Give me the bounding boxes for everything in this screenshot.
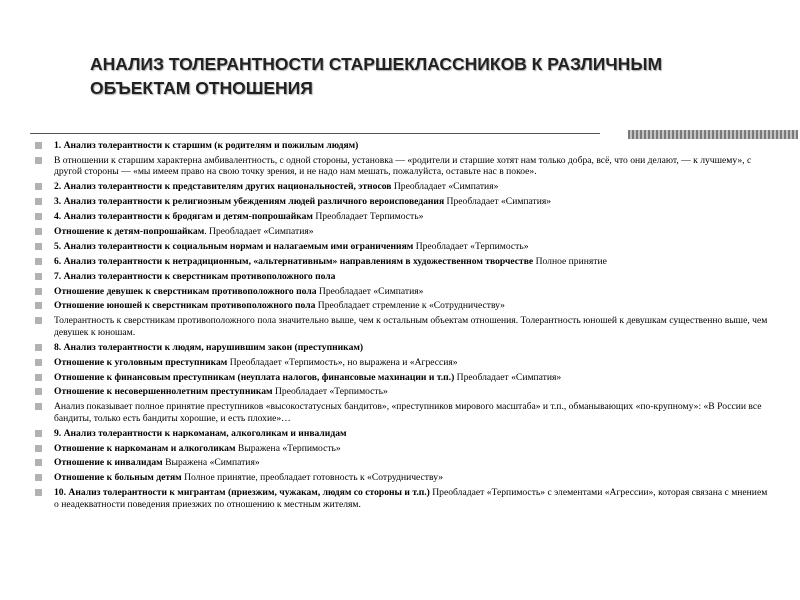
bullet-icon [35, 288, 42, 295]
item-bold-text: Отношение к наркоманам и алкоголикам [54, 442, 236, 454]
item-bold-text: 10. Анализ толерантности к мигрантам (приезжим, чужакам, людям со стороны и т.п.) [54, 487, 430, 499]
item-text: Преобладает «Симпатия» [391, 181, 499, 193]
list-item [34, 386, 774, 397]
list-item [34, 140, 774, 151]
item-bold-text: 3. Анализ толерантности к религиозным убеждениям людей различного вероисповедания [54, 196, 445, 208]
list-item [34, 487, 774, 510]
list-item [34, 401, 774, 424]
list-item [34, 155, 774, 178]
bullet-icon [35, 344, 42, 351]
divider-hatch-block [628, 130, 798, 139]
content-list [34, 140, 774, 514]
item-text: Преобладает «Симпатия» [454, 371, 562, 383]
item-text: Преобладает стремление к «Сотрудничеству» [315, 300, 505, 312]
list-item [34, 472, 774, 483]
bullet-icon [35, 243, 42, 250]
bullet-icon [35, 359, 42, 366]
bullet-icon [35, 317, 42, 324]
list-item [34, 457, 774, 468]
item-bold-text: 4. Анализ толерантности к бродягам и детям-попрошайкам [54, 211, 313, 223]
item-text: Преобладает Терпимость» [312, 211, 424, 223]
item-bold-text: Отношение к детям-попрошайкам [54, 225, 205, 237]
item-bold-text: 7. Анализ толерантности к сверстникам противоположного пола [54, 270, 336, 282]
item-text: Толерантность к сверстникам противоположного пола значительно выше, чем к остальным объектам отношения. Толерантность юношей к девушкам существенно выше, чем девушек к юношам. [54, 315, 768, 338]
bullet-icon [35, 198, 42, 205]
item-bold-text: 2. Анализ толерантности к представителям других национальностей, этносов [54, 181, 392, 193]
bullet-icon [35, 403, 42, 410]
list-item [34, 286, 774, 297]
title-divider [30, 130, 768, 138]
slide-title: АНАЛИЗ ТОЛЕРАНТНОСТИ СТАРШЕКЛАССНИКОВ К РАЗЛИЧНЫМ ОБЪЕКТАМ ОТНОШЕНИЯ [90, 54, 663, 98]
list-item [34, 372, 774, 383]
item-text: Преобладает «Терпимость» [413, 240, 529, 252]
list-item [34, 300, 774, 311]
list-item [34, 428, 774, 439]
list-item [34, 211, 774, 222]
bullet-icon [35, 157, 42, 164]
item-bold-text: Отношение к финансовым преступникам (неуплата налогов, финансовые махинации и т.п.) [54, 371, 455, 383]
item-text: Выражена «Терпимость» [235, 442, 341, 454]
item-text: Преобладает «Терпимость» с элементами «Агрессии», которая связана с мнением о неадекватности поведения приезжих по отношению к местным жителям. [54, 487, 768, 510]
item-text: Преобладает «Симпатия» [316, 285, 424, 297]
list-item [34, 181, 774, 192]
list-item [34, 196, 774, 207]
list-item [34, 271, 774, 282]
bullet-icon [35, 228, 42, 235]
list-item [34, 357, 774, 368]
item-bold-text: Отношение к несовершеннолетним преступникам [54, 386, 273, 398]
list-item [34, 226, 774, 237]
bullet-icon [35, 445, 42, 452]
item-text: Преобладает «Терпимость», но выражена и «Агрессия» [227, 356, 458, 368]
item-bold-text: Отношение девушек к сверстникам противоположного пола [54, 285, 317, 297]
item-text: В отношении к старшим характерна амбивалентность, с одной стороны, установка — «родители и старшие хотят нам только добра, всё, что они делают, — к лучшему», с другой стороны — «мы имеем право на свою точку зрения, и не надо нам мешать, пожалуйста, оставьте нас в покое». [54, 154, 752, 178]
bullet-icon [35, 430, 42, 437]
bullet-icon [35, 258, 42, 265]
list-item [34, 256, 774, 267]
item-text: Анализ показывает полное принятие преступников «высокостатусных бандитов», «преступников мирового масштаба» и т.п., обманывающих «по-крупному»: «В России все бандиты, только есть бандиты хорошие, и есть плохие»… [54, 401, 762, 424]
item-bold-text: 5. Анализ толерантности к социальным нормам и налагаемым ими ограничениям [54, 240, 414, 252]
item-bold-text: Отношение к инвалидам [54, 457, 163, 469]
item-text: Полное принятие [533, 255, 607, 267]
list-item [34, 342, 774, 353]
bullet-icon [35, 302, 42, 309]
item-bold-text: 6. Анализ толерантности к нетрадиционным, «альтернативным» направлениям в художественном творчестве [54, 255, 534, 267]
list-item [34, 315, 774, 338]
divider-line [30, 133, 600, 134]
item-bold-text: 8. Анализ толерантности к людям, нарушившим закон (преступникам) [54, 341, 364, 353]
list-item [34, 443, 774, 454]
item-text: Преобладает «Симпатия» [444, 196, 552, 208]
item-bold-text: 9. Анализ толерантности к наркоманам, алкоголикам и инвалидам [54, 427, 347, 439]
item-text: Полное принятие, преобладает готовность к «Сотрудничеству» [181, 472, 444, 484]
bullet-icon [35, 213, 42, 220]
bullet-icon [35, 388, 42, 395]
item-bold-text: 1. Анализ толерантности к старшим (к родителям и пожилым людям) [54, 140, 359, 151]
bullet-icon [35, 273, 42, 280]
bullet-icon [35, 142, 42, 149]
bullet-icon [35, 489, 42, 496]
bullet-icon [35, 474, 42, 481]
item-bold-text: Отношение к уголовным преступникам [54, 356, 228, 368]
bullet-icon [35, 374, 42, 381]
bullet-icon [35, 183, 42, 190]
item-text: Выражена «Симпатия» [162, 457, 260, 469]
list-item [34, 241, 774, 252]
item-text: . Преобладает «Симпатия» [204, 225, 314, 237]
item-text: Преобладает «Терпимость» [272, 386, 388, 398]
item-bold-text: Отношение юношей к сверстникам противоположного пола [54, 300, 316, 312]
bullet-icon [35, 459, 42, 466]
item-bold-text: Отношение к больным детям [54, 472, 182, 484]
